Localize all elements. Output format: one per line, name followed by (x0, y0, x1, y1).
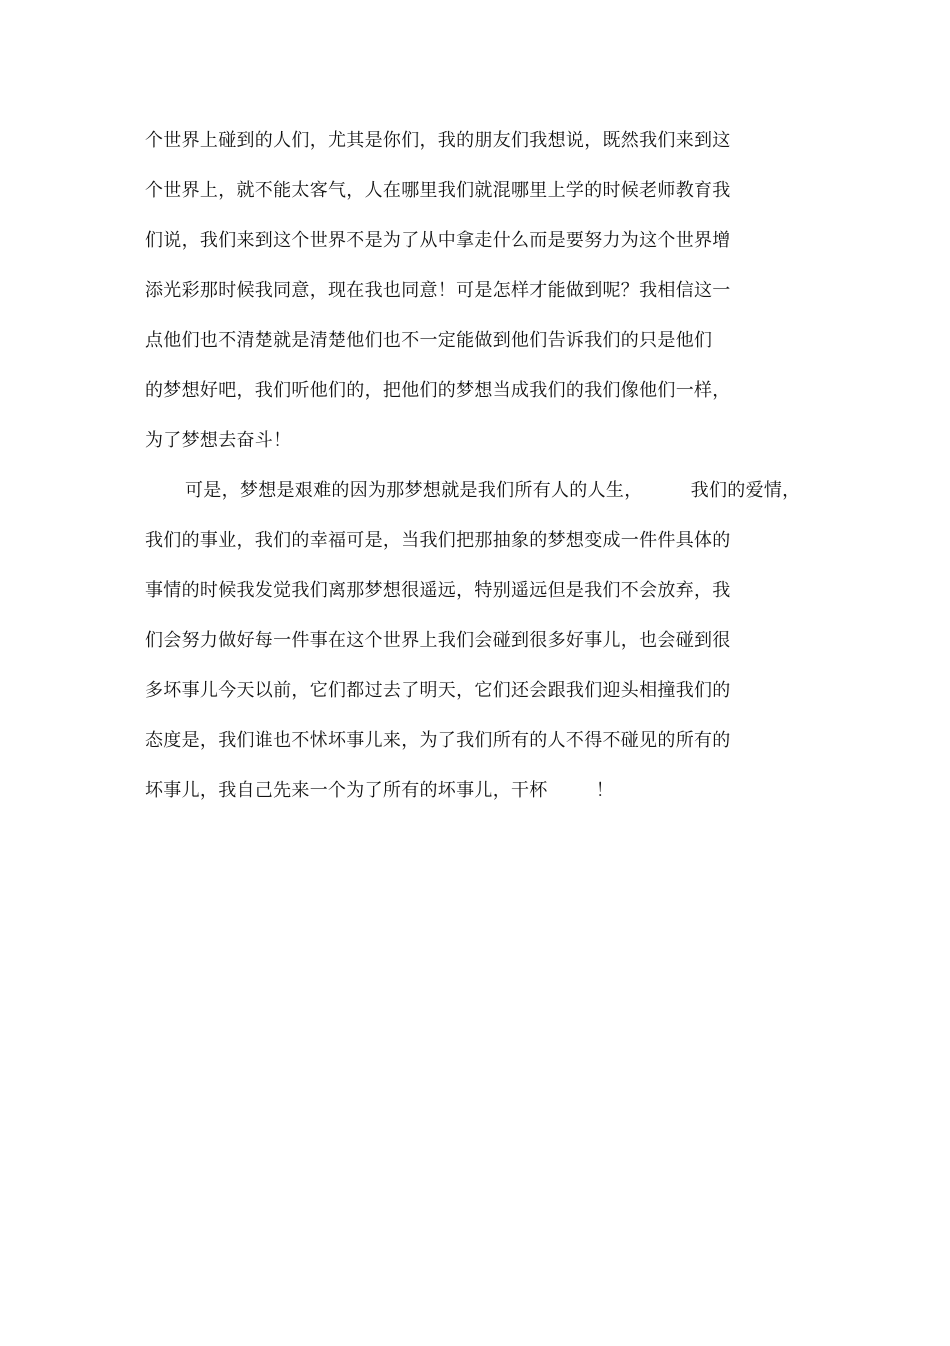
text-line: 点他们也不清楚就是清楚他们也不一定能做到他们告诉我们的只是他们 (145, 330, 713, 351)
text-line: 多坏事儿今天以前，它们都过去了明天，它们还会跟我们迎头相撞我们的 (145, 680, 731, 701)
text-line: 我们的事业，我们的幸福可是，当我们把那抽象的梦想变成一件件具体的 (145, 530, 731, 551)
text-line: 态度是，我们谁也不怵坏事儿来，为了我们所有的人不得不碰见的所有的 (145, 730, 731, 751)
paragraph-1 (145, 126, 825, 476)
paragraph-2 (145, 476, 825, 826)
text-line: 为了梦想去奋斗！ (145, 430, 292, 451)
text-line: 个世界上碰到的人们，尤其是你们，我的朋友们我想说，既然我们来到这 (145, 130, 731, 151)
text-line: 可是，梦想是艰难的因为那梦想就是我们所有人的人生， 我们的爱情， (185, 480, 801, 501)
text-line: 们会努力做好每一件事在这个世界上我们会碰到很多好事儿，也会碰到很 (145, 630, 731, 651)
text-line: 坏事儿，我自己先来一个为了所有的坏事儿，干杯 ！ (145, 780, 615, 801)
text-line: 的梦想好吧，我们听他们的，把他们的梦想当成我们的我们像他们一样， (145, 380, 731, 401)
text-line: 们说，我们来到这个世界不是为了从中拿走什么而是要努力为这个世界增 (145, 230, 731, 251)
text-line: 事情的时候我发觉我们离那梦想很遥远，特别遥远但是我们不会放弃，我 (145, 580, 731, 601)
text-line: 个世界上，就不能太客气，人在哪里我们就混哪里上学的时候老师教育我 (145, 180, 731, 201)
text-line: 添光彩那时候我同意，现在我也同意！可是怎样才能做到呢？我相信这一 (145, 280, 731, 301)
document-body (145, 126, 825, 826)
